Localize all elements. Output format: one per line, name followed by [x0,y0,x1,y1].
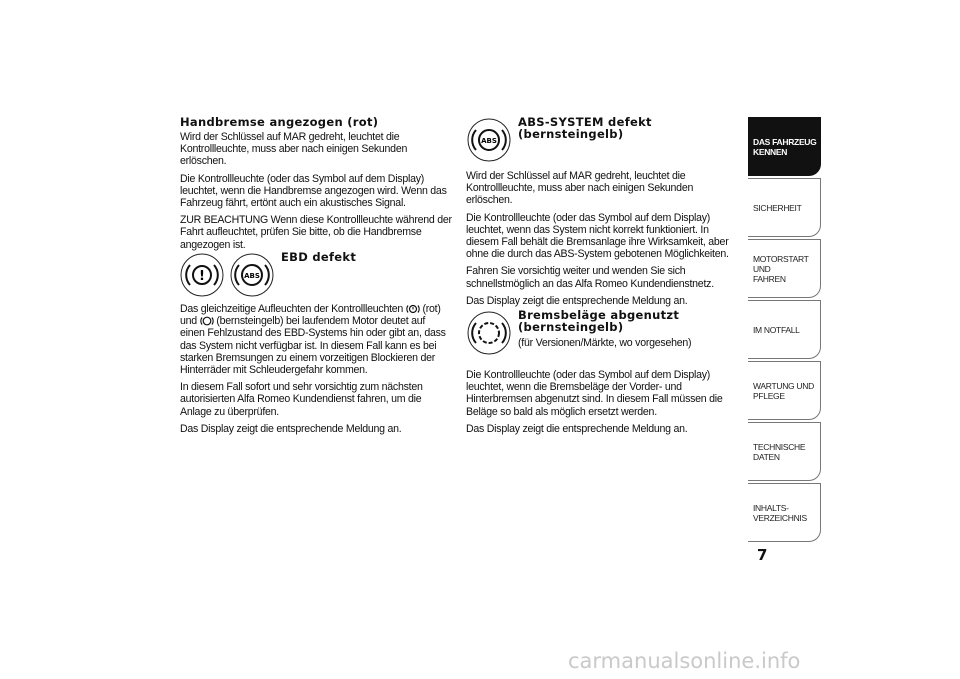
ebd-paragraph-3: Das Display zeigt die entsprechende Meldung an. [180,422,402,435]
tab-label: MOTORSTART UND [753,253,809,274]
ebd-p1-part-a: Das gleichzeitige Aufleuchten der Kontrollleuchten [180,303,404,315]
svg-text:!: ! [199,269,205,284]
tab-label: VERZEICHNIS [753,512,807,523]
abs-paragraph-4: Das Display zeigt die entsprechende Meldung an. [466,294,688,307]
handbremse-paragraph-2: Die Kontrollleuchte (oder das Symbol auf dem Display) leuchtet, wenn die Handbremse angezogen wird. Wenn das Fahrzeug fährt, ertönt auch ein akustisches Signal. [180,172,447,210]
tab-label: DAS FAHRZEUG [753,136,817,147]
tab-das-fahrzeug-kennen[interactable] [748,117,821,176]
ebd-p1-part-c: (bernsteingelb) bei laufendem Motor deutet auf einen Fehlzustand des EBD-Systems hin oder gibt an, dass das System nicht verfügbar ist. In diesem Fall kann es bei starken Bremsungen zu einem vorzeitigen Blockieren der Hinterräder mit Schleudergefahr kommen. [180,315,446,377]
svg-text:ABS: ABS [481,137,497,145]
brake-pads-paragraph-1: Die Kontrollleuchte (oder das Symbol auf dem Display) leuchtet, wenn die Bremsbeläge der Vorder- und Hinterbremsen abgenutzt sind. In diesem Fall müssen die Beläge so bald als möglich ersetzt werden. [466,369,723,418]
abs-paragraph-1: Wird der Schlüssel auf MAR gedreht, leuchtet die Kontrollleuchte, muss aber nach einigen Sekunden erlöschen. [466,170,694,207]
heading-abs [518,116,652,140]
tab-wartung-und-pflege[interactable] [748,361,821,420]
tab-label: INHALTS- [753,502,789,513]
heading-ebd: EBD defekt [281,250,357,264]
tab-label: SICHERHEIT [753,202,802,213]
left-column [180,116,452,256]
brake-pad-wear-icon [466,310,512,356]
ebd-paragraph-2: In diesem Fall sofort und sehr vorsichtig zum nächsten autorisierten Alfa Romeo Kundendienst fahren, um die Anlage zu überprüfen. [180,381,423,418]
brake-warning-icon [179,252,225,298]
abs-text [466,170,738,312]
heading-brake-pads-line-1: Bremsbeläge abgenutzt [518,308,680,322]
abs-inline-icon [200,315,214,327]
ebd-paragraph-1 [180,303,452,376]
abs-warning-icon [229,252,275,298]
heading-brake-pads-line-2: (bernsteingelb) [518,320,624,334]
tab-label: IM NOTFALL [753,324,800,335]
heading-abs-line-2: (bernsteingelb) [518,127,624,141]
tab-motorstart-und-fahren[interactable] [748,239,821,298]
tab-label: FAHREN [753,273,786,284]
tab-im-notfall[interactable] [748,300,821,359]
ebd-text [180,303,452,440]
heading-abs-line-1: ABS-SYSTEM defekt [518,115,652,129]
tab-label: WARTUNG UND [753,380,814,391]
heading-brake-pads [518,309,679,333]
page-number: 7 [757,546,768,564]
brake-warning-inline-icon [406,303,420,315]
handbremse-paragraph-3: ZUR BEACHTUNG Wenn diese Kontrollleuchte während der Fahrt aufleuchtet, prüfen Sie bitte, ob die Handbremse angezogen ist. [180,214,452,251]
abs-paragraph-3: Fahren Sie vorsichtig weiter und wenden Sie sich schnellstmöglich an das Alfa Romeo Kundendienstnetz. [466,265,714,290]
handbremse-paragraph-1: Wird der Schlüssel auf MAR gedreht, leuchtet die Kontrollleuchte, muss aber nach einigen Sekunden erlöschen. [180,131,408,168]
tab-label: KENNEN [753,146,788,157]
ebd-p1-part-b: (rot) und [180,303,441,328]
chapter-tabs [748,117,821,544]
tab-technische-daten[interactable] [748,422,821,481]
tab-inhaltsverzeichnis[interactable] [748,483,821,542]
svg-text:ABS: ABS [244,272,260,280]
brake-pads-paragraph-2: Das Display zeigt die entsprechende Meldung an. [466,422,688,435]
tab-sicherheit[interactable] [748,178,821,237]
abs-paragraph-2: Die Kontrollleuchte (oder das Symbol auf dem Display) leuchtet, wenn das System nicht korrekt funktioniert. In diesem Fall behält die Bremsanlage ihre Wirksamkeit, aber ohne die durch das ABS-System gebotenen Möglichkeiten. [466,211,729,261]
tab-label: PFLEGE [753,390,785,401]
abs-system-icon [466,117,512,163]
heading-handbremse: Handbremse angezogen (rot) [180,115,379,129]
brake-pads-text [466,369,738,440]
tab-label: TECHNISCHE DATEN [753,441,806,462]
brake-pads-note: (für Versionen/Märkte, wo vorgesehen) [518,337,692,349]
watermark: carmanualsonline.info [568,649,801,673]
